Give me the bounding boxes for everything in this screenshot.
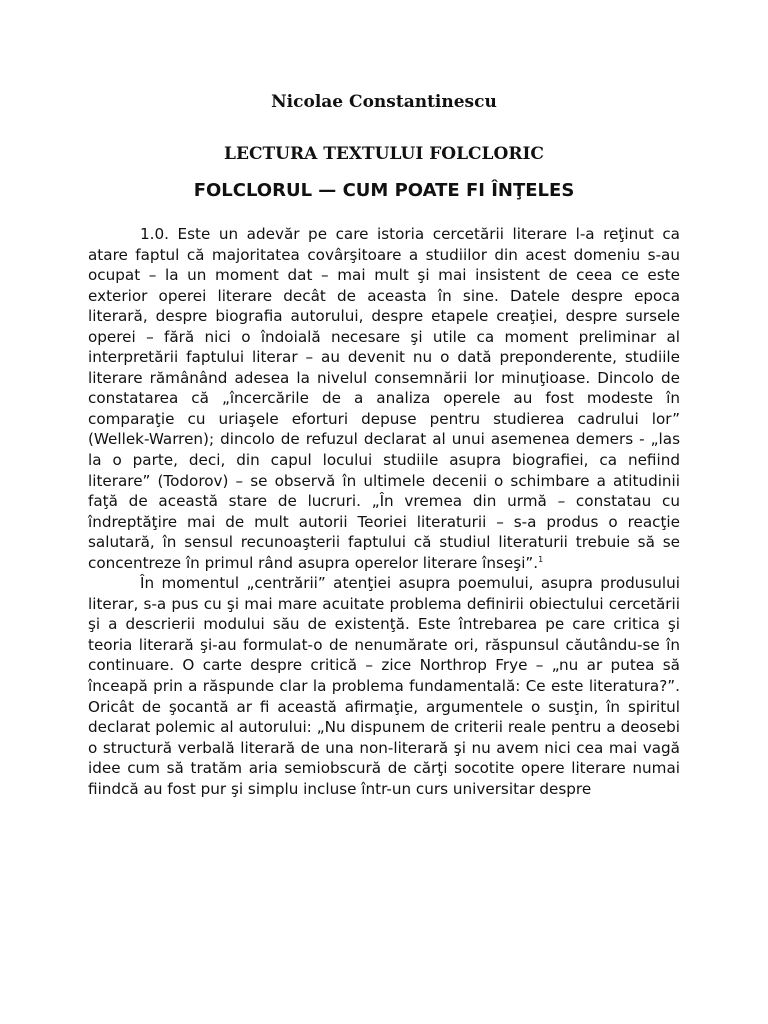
body-text	[88, 224, 680, 799]
paragraph-1	[88, 224, 680, 573]
footnote-marker: 1	[538, 554, 544, 564]
author-name: Nicolae Constantinescu	[271, 92, 497, 112]
chapter-title: FOLCLORUL — CUM POATE FI ÎNŢELES	[193, 180, 575, 201]
paragraph-2: În momentul „centrării” atenţiei asupra poemului, asupra produsului literar, s-a pus cu şi mai mare acuitate problema definirii obiectului cercetării şi a descrierii modului său de existenţă. Este întrebarea pe care critica şi teoria literară şi-au formulat-o de nenumărate ori, răspunsul căutându-se în continuare. O carte despre critică – zice Northrop Frye – „nu ar putea să înceapă prin a răspunde clar la problema fundamentală: Ce este literatura?”. Oricât de şocantă ar fi această afirmaţie, argumentele o susţin, în spiritul declarat polemic al autorului: „Nu dispunem de criterii reale pentru a deosebi o structură verbală literară de una non-literară şi nu avem nici cea mai vagă idee cum să tratăm aria semiobscură de cărţi socotite opere literare numai fiindcă au fost pur şi simplu incluse într-un curs universitar despre	[88, 574, 680, 798]
paragraph-1-text: 1.0. Este un adevăr pe care istoria cercetării literare l-a reţinut ca atare faptul că majoritatea covârşitoare a studiilor din acest domeniu s-au ocupat – la un moment dat – mai mult şi mai insistent de ceea ce este exterior operei literare decât de aceasta în sine. Datele despre epoca literară, despre biografia autorului, despre etapele creaţiei, despre sursele operei – fără nici o îndoială necesare şi utile ca moment preliminar al interpretării faptului literar – au devenit nu o dată preponderente, studiile literare rămânând adesea la nivelul consemnării lor minuţioase. Dincolo de constatarea că „încercările de a analiza operele au fost modeste în comparaţie cu uriaşele eforturi depuse pentru studierea cadrului lor” (Wellek-Warren); dincolo de refuzul declarat al unui asemenea demers - „las la o parte, deci, din capul locului studiile asupra biografiei, ca nefiind literare” (Todorov) – se observă în ultimele decenii o schimbare a atitudinii faţă de această stare de lucruri. „În vremea din urmă – constatau cu îndreptăţire mai de mult autorii Teoriei literaturii – s-a produs o reacţie salutară, în sensul recunoaşterii faptului că studiul literaturii trebuie să se concentreze în primul rând asupra operelor literare înseşi”.	[88, 225, 680, 572]
book-title: LECTURA TEXTULUI FOLCLORIC	[224, 144, 544, 164]
